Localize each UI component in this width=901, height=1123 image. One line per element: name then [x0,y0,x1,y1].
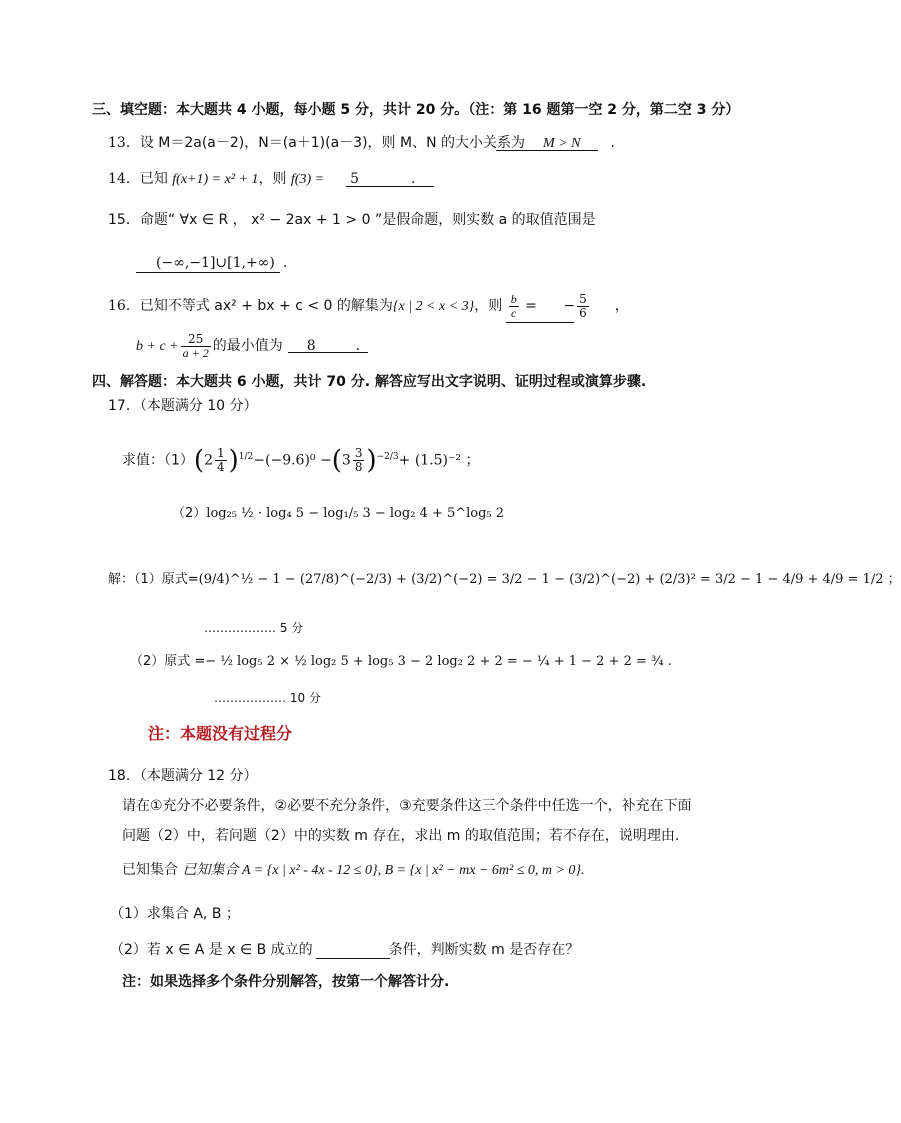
q17-score2: ……………… 10 分 [214,691,321,705]
q15-text: 命题“ ∀x ∈ R ， x² − 2ax + 1 > 0 ”是假命题，则实数 a 的取值范围是 [139,212,596,228]
q17-part1: 求值：（1）(2 $\frac{1}{4}$ )$^{1/2}$−(−9.6)⁰ −(3 $\frac{3}{8}$ )$^{-2/3}$+ (1.5)⁻² ； [122,445,480,476]
q18-sub2: （2）若 x ∈ A 是 x ∈ B 成立的 条件，判断实数 m 是否存在？ [110,942,580,958]
section4-header: 四、解答题：本大题共 6 小题，共计 70 分. 解答应写出文字说明、证明过程或演算步骤. [92,374,647,390]
q18-note: 注：如果选择多个条件分别解答，按第一个解答计分. [122,974,450,990]
q16: 16．已知不等式 ax² + bx + c < 0 的解集为{x | 2 < x < 3}，则 $\frac{b}{c}$ = − $\frac{5}{6}$ ， [108,291,629,320]
q17-note: 注：本题没有过程分 [148,724,293,743]
q13-text: 设 M＝2a(a－2)，N＝(a＋1)(a－3)，则 M、N 的大小关系为 [139,135,525,151]
q17-solution1-expr: (9/4)^½ − 1 − (27/8)^(−2/3) + (3/2)^(−2) = 3/2 − 1 − (3/2)^(−2) + (2/3)² = 3/2 − 1 − 4/9 + 4/9 = 1/2 ； [198,572,901,587]
q16-fraction: $\frac{b}{c}$ [510,291,517,320]
q18-blank-line [316,958,390,959]
q17-solution2-expr: − ½ log₅ 2 × ½ log₂ 5 + log₅ 3 − 2 log₂ 2 + 2 = − ¼ + 1 − 2 + 2 = ¾ . [205,654,672,669]
q16-text: 已知不等式 ax² + bx + c < 0 的解集为 [139,298,393,314]
q15-answer-row: (−∞,−1]∪[1,+∞) . [156,255,288,271]
q17-title: 17．（本题满分 10 分） [108,398,258,414]
q15-answer: (−∞,−1]∪[1,+∞) [156,255,275,271]
q14: 14．已知 f(x+1) = x² + 1，则 f(3) = 5 . [108,171,416,187]
q13-answer-line [496,150,598,151]
q16-answer1-line [506,322,574,323]
q14-answer-line [346,186,434,187]
q14-answer: 5 [350,171,360,187]
q13: 13．设 M＝2a(a－2)，N＝(a＋1)(a－3)，则 M、N 的大小关系为 M > N . [108,135,615,151]
q16-answer2: 8 [306,338,316,354]
q17-part2: （2）log₂₅ ½ · log₄ 5 − log₁/₅ 3 − log₂ 4 + 5^log₅ 2 [172,506,505,521]
q15-answer-line [136,272,280,273]
q15: 15．命题“ ∀x ∈ R ， x² − 2ax + 1 > 0 ”是假命题，则实数 a 的取值范围是 [108,212,596,228]
q17-solution1: 解：（1）原式=(9/4)^½ − 1 − (27/8)^(−2/3) + (3/2)^(−2) = 3/2 − 1 − (3/2)^(−2) + (2/3)² = 3/2 − 1 − 4/9 + 4/9 = 1/2 ； [108,572,901,587]
q18-para1: 请在①充分不必要条件，②必要不充分条件，③充要条件这三个条件中任选一个，补充在下面 [122,798,692,814]
q18-title: 18．（本题满分 12 分） [108,768,258,784]
q17-score1: ……………… 5 分 [204,621,304,635]
q17-solution2: （2）原式 =− ½ log₅ 2 × ½ log₂ 5 + log₅ 3 − 2 log₂ 2 + 2 = − ¼ + 1 − 2 + 2 = ¾ . [130,654,672,669]
q18-para2: 问题（2）中，若问题（2）中的实数 m 存在，求出 m 的取值范围；若不存在，说明理由. [122,828,680,844]
q14-expr: f(x+1) = x² + 1 [172,172,259,187]
q16-answer2-line [288,352,368,353]
q18-para3: 已知集合 已知集合 A = {x | x² - 4x - 12 ≤ 0}, B = {x | x² − mx − 6m² ≤ 0, m > 0}. [122,862,585,878]
q18-sub1: （1）求集合 A, B ； [110,906,240,922]
q16-line2-fraction: $\frac{25}{a + 2}$ [182,331,209,360]
q13-answer: M > N [543,136,581,151]
q16-line2: b + c + $\frac{25}{a + 2}$ 的最小值为 8 . [136,331,361,360]
q16-answer1: $\frac{5}{6}$ [579,291,587,320]
q17-part2-expr: log₂₅ ½ · log₄ 5 − log₁/₅ 3 − log₂ 4 + 5^log₅ 2 [206,506,505,521]
q16-set: {x | 2 < x < 3} [392,299,475,314]
section3-header: 三、填空题：本大题共 4 小题，每小题 5 分，共计 20 分。（注：第 16 题第一空 2 分，第二空 3 分） [92,102,740,118]
q18-sets: 已知集合 A = {x | x² - 4x - 12 ≤ 0}, B = {x | x² − mx − 6m² ≤ 0, m > 0}. [182,863,585,878]
